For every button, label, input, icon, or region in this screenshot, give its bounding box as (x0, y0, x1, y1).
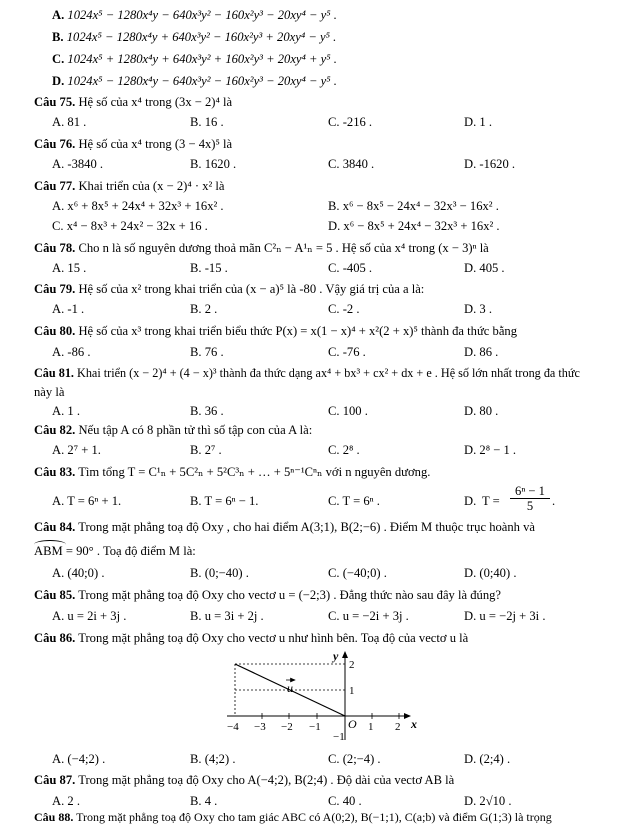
y-axis-label: y (333, 650, 339, 663)
question-84-cont: ABM = 90° . Toạ độ điểm M là: (34, 544, 196, 559)
q76-option-c: C. 3840 . (328, 157, 375, 171)
q84-option-c: C. (−40;0) . (328, 566, 387, 580)
x-tick-neg2: −2 (281, 721, 293, 733)
q85-option-d: D. u = −2j + 3i . (464, 609, 546, 623)
q81-option-a: A. 1 . (52, 404, 80, 418)
x-tick-2: 2 (395, 721, 401, 733)
q87-option-a: A. 2 . (52, 794, 80, 808)
y-tick-neg1: −1 (333, 731, 345, 742)
question-80: Câu 80. Hệ số của x³ trong khai triển biểu thức P(x) = x(1 − x)⁴ + x²(2 + x)⁵ thành đa thức bằng (34, 324, 518, 338)
x-tick-1: 1 (368, 721, 374, 733)
q86-option-c: C. (2;−4) . (328, 752, 381, 766)
q75-option-b: B. 16 . (190, 115, 224, 129)
question-81-cont: này là (34, 385, 65, 399)
q82-option-a: A. 2⁷ + 1. (52, 443, 101, 457)
vector-figure (225, 650, 425, 742)
q86-option-d: D. (2;4) . (464, 752, 511, 766)
question-79: Câu 79. Hệ số của x² trong khai triển của (x − a)⁵ là -80 . Vậy giá trị của a là: (34, 282, 425, 296)
x-tick-neg3: −3 (254, 721, 266, 733)
q80-option-d: D. 86 . (464, 345, 499, 359)
q82-option-b: B. 2⁷ . (190, 443, 222, 457)
q85-option-b: B. u = 3i + 2j . (190, 609, 264, 623)
q86-option-b: B. (4;2) . (190, 752, 236, 766)
q76-option-a: A. -3840 . (52, 157, 104, 171)
q81-option-d: D. 80 . (464, 404, 499, 418)
q75-option-a: A. 81 . (52, 115, 87, 129)
q75-option-d: D. 1 . (464, 115, 492, 129)
q83-option-c: C. T = 6ⁿ . (328, 494, 380, 508)
q87-option-d: D. 2√10 . (464, 794, 512, 808)
q75-option-c: C. -216 . (328, 115, 373, 129)
q85-option-c: C. u = −2i + 3j . (328, 609, 409, 623)
q84-option-a: A. (40;0) . (52, 566, 105, 580)
q82-option-c: C. 2⁸ . (328, 443, 360, 457)
q80-option-b: B. 76 . (190, 345, 224, 359)
prev-option-c: C. 1024x⁵ + 1280x⁴y + 640x³y² + 160x²y³ + 20xy⁴ + y⁵ . (52, 52, 337, 66)
question-76: Câu 76. Hệ số của x⁴ trong (3 − 4x)⁵ là (34, 137, 233, 151)
prev-option-d: D. 1024x⁵ − 1280x⁴y − 640x³y² − 160x²y³ − 20xy⁴ − y⁵ . (52, 74, 337, 88)
q82-option-d: D. 2⁸ − 1 . (464, 443, 517, 457)
question-78: Câu 78. Cho n là số nguyên dương thoả mãn C²ₙ − A¹ₙ = 5 . Hệ số của x⁴ trong (x − 3)ⁿ là (34, 241, 489, 255)
q76-option-b: B. 1620 . (190, 157, 237, 171)
q77-option-a: A. x⁶ + 8x⁵ + 24x⁴ + 32x³ + 16x² . (52, 199, 224, 213)
question-87: Câu 87. Trong mặt phẳng toạ độ Oxy cho A(−4;2), B(2;4) . Độ dài của vectơ AB là (34, 773, 455, 787)
question-84: Câu 84. Trong mặt phẳng toạ độ Oxy , cho hai điểm A(3;1), B(2;−6) . Điểm M thuộc trục hoành và (34, 520, 536, 534)
q79-option-c: C. -2 . (328, 302, 360, 316)
q78-option-c: C. -405 . (328, 261, 373, 275)
y-tick-1: 1 (349, 685, 355, 697)
x-tick-neg4: −4 (227, 721, 239, 733)
q85-option-a: A. u = 2i + 3j . (52, 609, 127, 623)
q83-option-a: A. T = 6ⁿ + 1. (52, 494, 122, 508)
q77-option-d: D. x⁶ − 8x⁵ + 24x⁴ − 32x³ + 16x² . (328, 219, 500, 233)
q83-option-b: B. T = 6ⁿ − 1. (190, 494, 259, 508)
q76-option-d: D. -1620 . (464, 157, 516, 171)
q81-option-c: C. 100 . (328, 404, 368, 418)
q78-option-d: D. 405 . (464, 261, 505, 275)
angle-arc (34, 540, 66, 549)
q81-option-b: B. 36 . (190, 404, 224, 418)
question-82: Câu 82. Nếu tập A có 8 phần tử thì số tập con của A là: (34, 423, 313, 437)
question-83: Câu 83. Tìm tổng T = C¹ₙ + 5C²ₙ + 5²C³ₙ + … + 5ⁿ⁻¹Cⁿₙ với n nguyên dương. (34, 465, 431, 479)
q79-option-b: B. 2 . (190, 302, 218, 316)
q77-option-b: B. x⁶ − 8x⁵ − 24x⁴ − 32x³ − 16x² . (328, 199, 499, 213)
q87-option-b: B. 4 . (190, 794, 218, 808)
x-tick-neg1: −1 (309, 721, 321, 733)
q77-option-c: C. x⁴ − 8x³ + 24x² − 32x + 16 . (52, 219, 208, 233)
prev-option-a: A. 1024x⁵ − 1280x⁴y − 640x³y² − 160x²y³ − 20xy⁴ − y⁵ . (52, 8, 337, 22)
q86-option-a: A. (−4;2) . (52, 752, 106, 766)
question-86: Câu 86. Trong mặt phẳng toạ độ Oxy cho vectơ u như hình bên. Toạ độ của vectơ u là (34, 631, 469, 645)
y-tick-2: 2 (349, 659, 355, 671)
question-81: Câu 81. Khai triển (x − 2)⁴ + (4 − x)³ thành đa thức dạng ax⁴ + bx³ + cx² + dx + e . Hệ số lớn nhất trong đa thức (34, 366, 580, 380)
q87-option-c: C. 40 . (328, 794, 362, 808)
question-75: Câu 75. Hệ số của x⁴ trong (3x − 2)⁴ là (34, 95, 233, 109)
fraction: 6ⁿ − 1 5 (510, 484, 550, 513)
u-label: u (287, 681, 293, 695)
q79-option-d: D. 3 . (464, 302, 492, 316)
q79-option-a: A. -1 . (52, 302, 85, 316)
q84-option-b: B. (0;−40) . (190, 566, 249, 580)
q84-option-d: D. (0;40) . (464, 566, 517, 580)
origin-label: O (348, 717, 357, 731)
x-axis-label: x (411, 717, 417, 731)
question-77: Câu 77. Khai triển của (x − 2)⁴ · x² là (34, 179, 225, 193)
prev-option-b: B. 1024x⁵ − 1280x⁴y + 640x³y² − 160x²y³ + 20xy⁴ − y⁵ . (52, 30, 337, 44)
q80-option-c: C. -76 . (328, 345, 366, 359)
q80-option-a: A. -86 . (52, 345, 91, 359)
document-page: A. 1024x⁵ − 1280x⁴y − 640x³y² − 160x²y³ − 20xy⁴ − y⁵ . B. 1024x⁵ − 1280x⁴y + 640x³y² − 160x²y³ + 20xy⁴ − y⁵ . C. 1024x⁵ + 1280x⁴y + 640x³y² + 160x²y³ + 20xy⁴ + y⁵ . D. 1024x⁵ − 1280x⁴y − 640x³y² − 160x²y³ − 20xy⁴ − y⁵ . Câu 75. Hệ số của x⁴ trong (3x − 2)⁴ là A. 81 . B. 16 . C. -216 . D. 1 . Câu 76. Hệ số của x⁴ trong (3 − 4x)⁵ là A. -3840 . B. 1620 . C. 3840 . D. -1620 . Câu 77. Khai triển của (x − 2)⁴ · x² là A. x⁶ + 8x⁵ + 24x⁴ + 32x³ + 16x² . B. x⁶ − 8x⁵ − 24x⁴ − 32x³ − 16x² . C. x⁴ − 8x³ + 24x² − 32x + 16 . D. x⁶ − 8x⁵ + 24x⁴ − 32x³ + 16x² . Câu 78. Cho n là số nguyên dương thoả mãn C²ₙ − A¹ₙ = 5 . Hệ số của x⁴ trong (x − 3)ⁿ là A. 15 . B. -15 . C. -405 . D. 405 . Câu 79. Hệ số của x² trong khai triển của (x − a)⁵ là -80 . Vậy giá trị của a là: A. -1 . B. 2 . C. -2 . D. 3 . Câu 80. Hệ số của x³ trong khai triển biểu thức P(x) = x(1 − x)⁴ + x²(2 + x)⁵ thành đa thức bằng A. -86 . B. 76 . C. -76 . D. 86 . Câu 81. Khai triển (x − 2)⁴ + (4 − x)³ thành đa thức dạng ax⁴ + bx³ + cx² + dx + e . Hệ số lớn nhất trong đa thức này là A. 1 . B. 36 . C. 100 . D. 80 . Câu 82. Nếu tập A có 8 phần tử thì số tập con của A là: A. 2⁷ + 1. B. 2⁷ . C. 2⁸ . D. 2⁸ − 1 . Câu 83. Tìm tổng T = C¹ₙ + 5C²ₙ + 5²C³ₙ + … + 5ⁿ⁻¹Cⁿₙ với n nguyên dương. A. T = 6ⁿ + 1. B. T = 6ⁿ − 1. C. T = 6ⁿ . D. T = 6ⁿ − 1 5 . Câu 84. Trong mặt phẳng toạ độ Oxy , cho hai điểm A(3;1), B(2;−6) . Điểm M thuộc trục hoành và ABM = 90° . Toạ độ điểm M là: A. (40;0) . B. (0;−40) . C. (−40;0) . D. (0;40) . Câu 85. Trong mặt phẳng toạ độ Oxy cho vectơ u = (−2;3) . Đẳng thức nào sau đây là đúng? A. u = 2i + 3j . B. u = 3i + 2j . C. u = −2i + 3j . D. u = −2j + 3i . Câu 86. Trong mặt phẳng toạ độ Oxy cho vectơ u như hình bên. Toạ độ của vectơ u là u y x O 2 1 −1 −4 −3 −2 −1 1 2 A. (−4;2) . B. (4;2) . C. (2;−4) . D. (2;4) . Câu 87. Trong mặt phẳng toạ độ Oxy cho A(−4;2), B(2;4) . Độ dài của vectơ AB là A. 2 . B. 4 . C. 40 . D. 2√10 . Câu 88. Trong mặt phẳng toạ độ Oxy cho tam giác ABC có A(0;2), B(−1;1), C(a;b) và điểm G(1;3) là trọng (34, 8, 580, 824)
question-85: Câu 85. Trong mặt phẳng toạ độ Oxy cho vectơ u = (−2;3) . Đẳng thức nào sau đây là đúng? (34, 588, 502, 602)
q78-option-a: A. 15 . (52, 261, 87, 275)
q78-option-b: B. -15 . (190, 261, 228, 275)
question-88: Câu 88. Trong mặt phẳng toạ độ Oxy cho tam giác ABC có A(0;2), B(−1;1), C(a;b) và điểm G(1;3) là trọng (34, 810, 552, 824)
